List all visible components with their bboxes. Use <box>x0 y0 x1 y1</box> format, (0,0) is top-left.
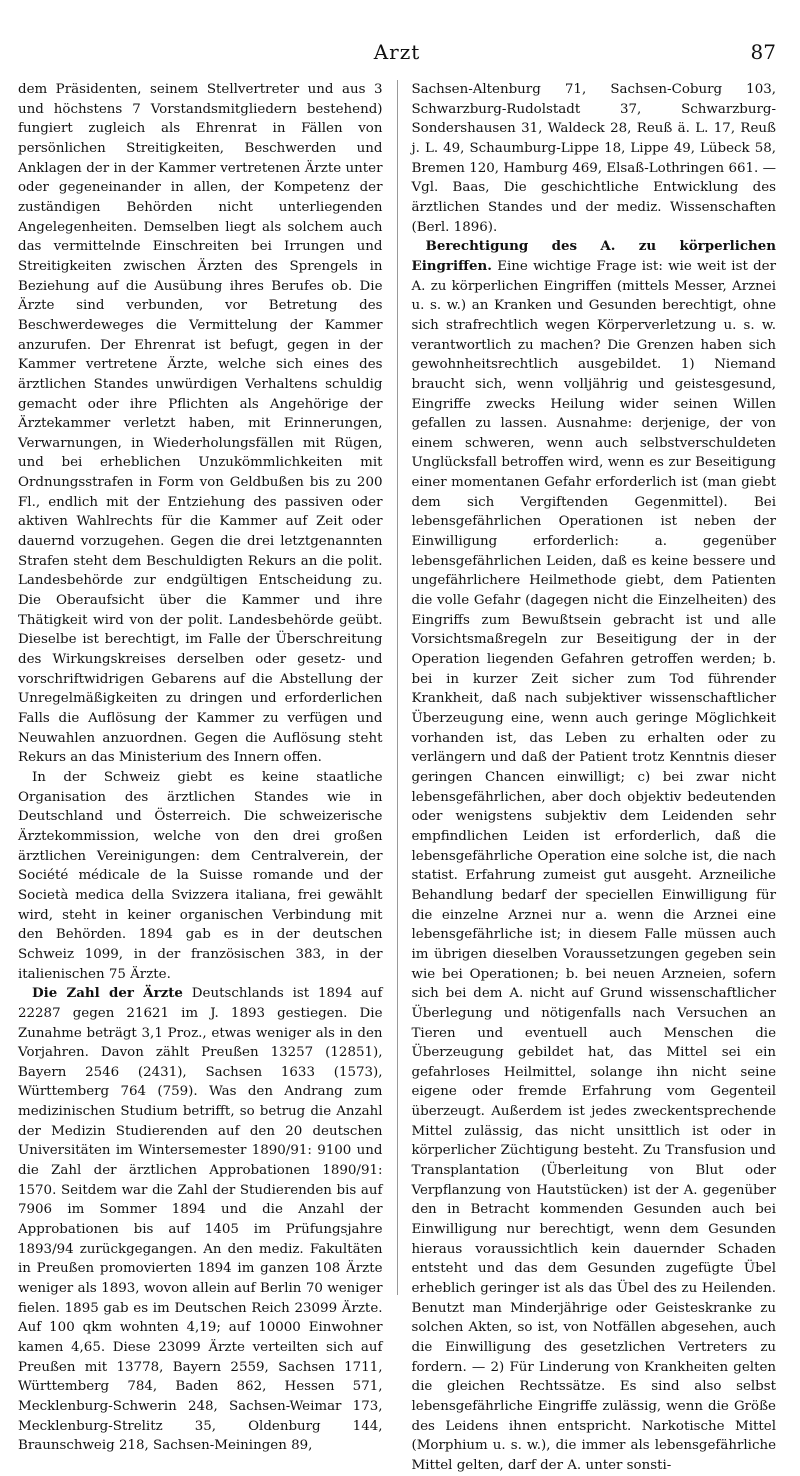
page-number: 87 <box>750 40 776 64</box>
running-title: Arzt <box>373 40 421 64</box>
paragraph-body: Eine wichtige Frage ist: wie weit ist der A. zu körperlichen Eingriffen (mittels Messer, Arznei u. s. w.) an Kranken und Gesunden berechtigt, ohne sich strafrechtlich wegen Körperverletzung u. s. w. verantwortlich zu machen? Die Grenzen haben sich gewohnheitsrechtlich ausgebildet. 1) Niemand braucht sich, wenn volljährig und geistesgesund, Eingriffe zwecks Heilung wider seinen Willen gefallen zu lassen. Ausnahme: derjenige, der von einem schweren, wenn auch selbstverschuldeten Unglücksfall betroffen wird, wenn es zur Beseitigung einer momentanen Gefahr erforderlich ist (man giebt dem sich Vergiftenden Gegenmittel). Bei lebensgefährlichen Operationen ist neben der Einwilligung erforderlich: a. gegenüber lebensgefährlichen Leiden, daß es keine bessere und ungefährlichere Heilmethode giebt, dem Patienten die volle Gefahr (dagegen nicht die Einzelheiten) des Eingriffs zum Bewußtsein gebracht ist und alle Vorsichtsmaßregeln zur Beseitigung der in der Operation liegenden Gefahren getroffen werden; b. bei in kurzer Zeit sicher zum Tod führender Krankheit, daß nach subjektiver wissenschaftlicher Überzeugung eine, wenn auch geringe Möglichkeit vorhanden ist, das Leben zu erhalten oder zu verlängern und daß der Patient trotz Kenntnis dieser geringen Chancen einwilligt; c) bei zwar nicht lebensgefährlichen, aber doch objektiv bedeutenden oder wenigstens subjektiv dem Leidenden sehr empfindlichen Leiden ist erforderlich, daß die lebensgefährliche Operation eine solche ist, die nach statist. Erfahrung zumeist gut ausgeht. Arzneiliche Behandlung bedarf der speciellen Einwilligung für die einzelne Arznei nur a. wenn die Arznei eine lebensgefährliche ist; in diesem Falle müssen auch im übrigen dieselben Voraussetzungen gegeben sein wie bei Operationen; b. bei neuen Arzneien, sofern sich bei dem A. nicht auf Grund wissenschaftlicher Überlegung und nötigenfalls nach Versuchen an Tieren und eventuell auch Menschen die Überzeugung gebildet hat, das Mittel sei ein gefahrloses Heilmittel, solange ihn nicht seine eigene oder fremde Erfahrung vom Gegenteil überzeugt. Außerdem ist jedes zweckentsprechende Mittel zulässig, das nicht unsittlich ist oder in körperlicher Züchtigung besteht. Zu Transfusion und Transplantation (Überleitung von Blut oder Verpflanzung von Hautstücken) ist der A. gegenüber den in Betracht kommenden Gesunden auch bei Einwilligung nur berechtigt, wenn dem Gesunden hieraus voraussichtlich kein dauernder Schaden entsteht und das dem Gesunden zugefügte Übel erheblich geringer ist als das Übel des zu Heilenden. Benutzt man Minderjährige oder Geisteskranke zu solchen Akten, so ist, von Notfällen abgesehen, auch die Einwilligung des gesetzlichen Vertreters zu fordern. — 2) Für Linderung von Krankheiten gelten die gleichen Rechtssätze. Es sind also selbst lebensgefährliche Eingriffe zulässig, wenn die Größe des Leidens ihnen entspricht. Narkotische Mittel (Morphium u. s. w.), die immer als lebensgefährliche Mittel gelten, darf der A. unter sonsti- <box>411 258 776 1473</box>
text-columns <box>18 80 776 1473</box>
paragraph-lead: Berechtigung des A. zu körperlichen Eingriffen. <box>411 238 776 274</box>
page-header <box>18 40 776 68</box>
paragraph-lead: Die Zahl der Ärzte <box>32 985 183 1002</box>
paragraph: In der Schweiz giebt es keine staatliche Organisation des ärztlichen Standes wie in Deutschland und Österreich. Die schweizerische Ärztekommission, welche von den drei großen ärztlichen Vereinigungen: dem Centralverein, der Société médicale de la Suisse romande und der Società medica della Svizzera italiana, frei gewählt wird, steht in keiner organischen Verbindung mit den Behörden. 1894 gab es in der deutschen Schweiz 1099, in der französischen 383, in der italienischen 75 Ärzte. <box>18 769 383 982</box>
paragraph: Sachsen-Altenburg 71, Sachsen-Coburg 103, Schwarzburg-Rudolstadt 37, Schwarzburg-Sondershausen 31, Waldeck 28, Reuß ä. L. 17, Reuß j. L. 49, Schaumburg-Lippe 18, Lippe 49, Lübeck 58, Bremen 120, Hamburg 469, Elsaß-Lothringen 661. — Vgl. Baas, Die geschichtliche Entwicklung des ärztlichen Standes und der mediz. Wissenschaften (Berl. 1896). <box>411 82 776 235</box>
left-column <box>18 80 383 1454</box>
paragraph <box>18 984 383 1456</box>
column-divider <box>397 80 398 1295</box>
right-column <box>411 80 777 1473</box>
paragraph-body: Deutschlands ist 1894 auf 22287 gegen 21621 im J. 1893 gestiegen. Die Zunahme beträgt 3,1 Proz., etwas weniger als in den Vorjahren. Davon zählt Preußen 13257 (12851), Bayern 2546 (2431), Sachsen 1633 (1573), Württemberg 764 (759). Was den Andrang zum medizinischen Studium betrifft, so betrug die Anzahl der Medizin Studierenden auf den 20 deutschen Universitäten im Wintersemester 1890/91: 9100 und die Zahl der ärztlichen Approbationen 1890/91: 1570. Seitdem war die Zahl der Studierenden bis auf 7906 im Sommer 1894 und die Anzahl der Approbationen bis auf 1405 im Prüfungsjahre 1893/94 zurückgegangen. An den mediz. Fakultäten in Preußen promovierten 1894 im ganzen 108 Ärzte weniger als 1893, wovon allein auf Berlin 70 weniger fielen. 1895 gab es im Deutschen Reich 23099 Ärzte. Auf 100 qkm wohnten 4,19; auf 10000 Einwohner kamen 4,65. Diese 23099 Ärzte verteilten sich auf Preußen mit 13778, Bayern 2559, Sachsen 1711, Württemberg 784, Baden 862, Hessen 571, Mecklenburg-Schwerin 248, Sachsen-Weimar 173, Mecklenburg-Strelitz 35, Oldenburg 144, Braunschweig 218, Sachsen-Meiningen 89, <box>18 986 383 1454</box>
paragraph <box>412 237 777 1475</box>
paragraph: dem Präsidenten, seinem Stellvertreter und aus 3 und höchstens 7 Vorstandsmitgliedern bestehend) fungiert zugleich als Ehrenrat in Fällen von persönlichen Streitigkeiten, Beschwerden und Anklagen der in der Kammer vertretenen Ärzte unter oder gegeneinander in allen, der Kompetenz der zuständigen Behörden nicht unterliegenden Angelegenheiten. Demselben liegt als solchem auch das vermittelnde Einschreiten bei Irrungen und Streitigkeiten zwischen Ärzten des Sprengels in Beziehung auf die Ausübung ihres Berufes ob. Die Ärzte sind verbunden, vor Betretung des Beschwerdeweges die Vermittelung der Kammer anzurufen. Der Ehrenrat ist befugt, gegen in der Kammer vertretene Ärzte, welche sich eines des ärztlichen Standes unwürdigen Verhaltens schuldig gemacht oder ihre Pflichten als Angehörige der Ärztekammer verletzt haben, mit Erinnerungen, Verwarnungen, in Wiederholungsfällen mit Rügen, und bei erheblichen Unzukömmlichkeiten mit Ordnungsstrafen in Form von Geldbußen bis zu 200 Fl., endlich mit der Entziehung des passiven oder aktiven Wahlrechts für die Kammer auf Zeit oder dauernd vorzugehen. Gegen die drei letztgenannten Strafen steht dem Beschuldigten Rekurs an die polit. Landesbehörde zur endgültigen Entscheidung zu. Die Oberaufsicht über die Kammer und ihre Thätigkeit wird von der polit. Landesbehörde geübt. Dieselbe ist berechtigt, im Falle der Überschreitung des Wirkungskreises derselben oder gesetz- und vorschriftwidrigen Gebarens auf die Abstellung der Unregelmäßigkeiten zu dringen und erforderlichen Falls die Auflösung der Kammer zu verfügen und Neuwahlen anzuordnen. Gegen die Auflösung steht Rekurs an das Ministerium des Innern offen. <box>18 82 383 766</box>
